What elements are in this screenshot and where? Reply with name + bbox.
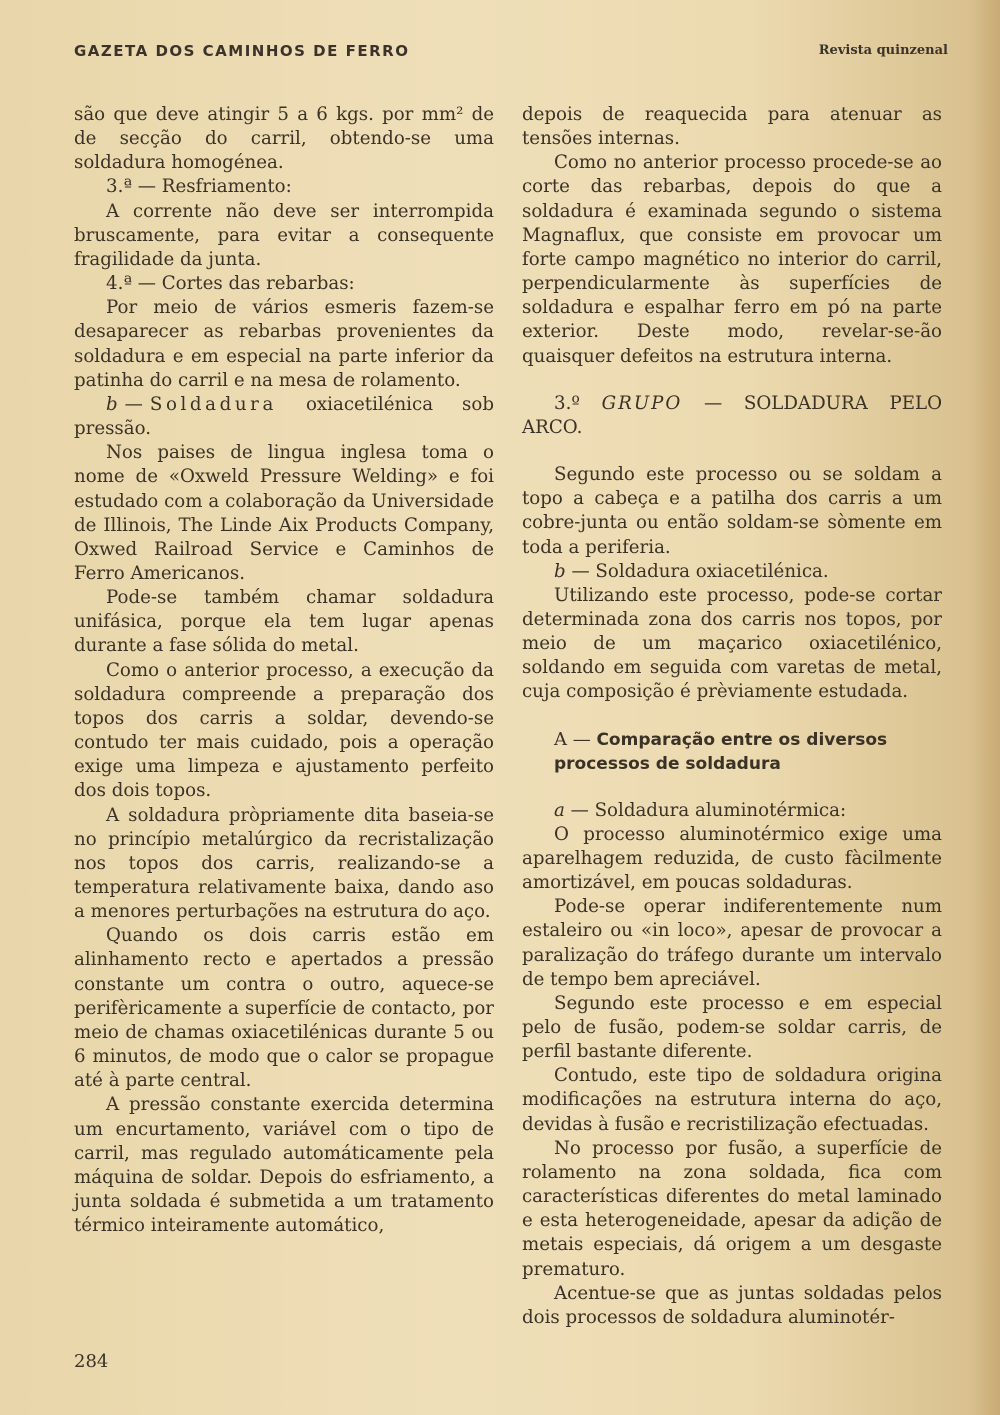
subsection-heading xyxy=(74,393,494,441)
subsection-heading xyxy=(522,560,942,584)
page-number: 284 xyxy=(74,1351,109,1372)
step-heading: 3.ª — Resfriamento: xyxy=(106,176,292,198)
paragraph: Segundo este processo ou se soldam a topo a cabeça e a patilha dos carris a um cobre-junta ou então soldam-se sòmente em toda a periferia. xyxy=(522,464,942,558)
group-heading xyxy=(522,392,942,440)
section-title-line2: processos de soldadura xyxy=(554,753,781,774)
subsection-title: — Soldadura aluminotérmica: xyxy=(564,799,847,821)
paragraph: A soldadura pròpriamente dita baseia-se no princípio metalúrgico da recristalização nos topos dos carris, realizando-se a temperatura relativamente baixa, dando aso a menores perturbações na estrutura do aço. xyxy=(74,804,494,923)
subsection-letter: a xyxy=(554,799,565,821)
paragraph: Como o anterior processo, a execução da soldadura compreende a preparação dos topos dos carris a soldar, devendo-se contudo ter mais cuidado, pois a operação exige uma limpeza e ajustamento perfeito dos dois topos. xyxy=(74,659,494,802)
spacer xyxy=(522,705,942,728)
subsection-title: — Soldadura oxiacetilénica. xyxy=(565,560,829,582)
right-column xyxy=(522,103,942,1330)
group-title: — SOLDADURA PELO ARCO. xyxy=(522,392,943,438)
paragraph: Pode-se operar indiferentemente num estaleiro ou «in loco», apesar de provocar a paralização do tráfego durante um intervalo de tempo bem apreciável. xyxy=(522,896,942,990)
spacer xyxy=(522,440,942,463)
spacer xyxy=(522,776,942,799)
step-heading: 4.ª — Cortes das rebarbas: xyxy=(106,273,355,295)
group-number: 3.º xyxy=(554,392,602,414)
paragraph: Pode-se também chamar soldadura unifásica, porque ela tem lugar apenas durante a fase sólida do metal. xyxy=(74,587,494,657)
subsection-letter: b xyxy=(554,560,566,582)
journal-subtitle: Revista quinzenal xyxy=(818,43,948,58)
paragraph: depois de reaquecida para atenuar as tensões internas. xyxy=(522,104,942,150)
subsection-title-spaced: Soldadura xyxy=(149,393,277,415)
paragraph: Nos paises de lingua inglesa toma o nome de «Oxweld Pressure Welding» e foi estudado com a colaboração da Universidade de Illinois, The Linde Aix Products Company, Oxwed Railroad Service e Caminhos de Ferro Americanos. xyxy=(74,442,494,584)
paragraph: são que deve atingir 5 a 6 kgs. por mm² de de secção do carril, obtendo-se uma soldadura homogénea. xyxy=(74,104,494,174)
group-word: GRUPO xyxy=(601,392,683,414)
paragraph: Como no anterior processo procede-se ao corte das rebarbas, depois do que a soldadura é examinada segundo o sistema Magnaflux, que consiste em provocar um forte campo magnético no interior do carril, perpendicularmente às superfícies de soldadura e espalhar ferro em pó na parte exterior. Deste modo, revelar-se-ão quaisquer defeitos na estrutura interna. xyxy=(522,152,942,367)
paragraph: No processo por fusão, a superfície de rolamento na zona soldada, fica com características diferentes do metal laminado e esta heterogeneidade, apesar da adição de metais especiais, dá origem a um desgaste prematuro. xyxy=(522,1137,942,1280)
section-title xyxy=(522,728,942,776)
running-header xyxy=(74,40,948,64)
paragraph: Utilizando este processo, pode-se cortar determinada zona dos carris nos topos, por meio de um maçarico oxiacetilénico, soldando em seguida com varetas de metal, cuja composição é prèviamente estudada. xyxy=(522,584,942,703)
paragraph: Por meio de vários esmeris fazem-se desaparecer as rebarbas provenientes da soldadura e em especial na parte inferior da patinha do carril e na mesa de rolamento. xyxy=(74,297,494,391)
paragraph: A corrente não deve ser interrompida bruscamente, para evitar a consequente fragilidade da junta. xyxy=(74,200,494,270)
left-column xyxy=(74,103,494,1238)
subsection-letter: b xyxy=(106,393,118,415)
subsection-heading xyxy=(522,799,942,823)
subsection-title: oxiacetilénica sob pressão. xyxy=(74,393,494,440)
subsection-dash: — xyxy=(117,393,150,415)
paragraph: Contudo, este tipo de soldadura origina modificações na estrutura interna do aço, devidas à fusão e recristilização efectuadas. xyxy=(522,1065,942,1135)
spacer xyxy=(522,369,942,392)
section-prefix: A — xyxy=(554,728,597,750)
paragraph: Quando os dois carris estão em alinhamento recto e apertados a pressão constante um contra o outro, aquece-se perifèricamente a superfície de contacto, por meio de chamas oxiacetilénicas durante 5 ou 6 minutos, de modo que o calor se propague até à parte central. xyxy=(74,925,494,1092)
paragraph: O processo aluminotérmico exige uma aparelhagem reduzida, de custo fàcilmente amortizável, em poucas soldaduras. xyxy=(522,823,942,894)
journal-title: GAZETA DOS CAMINHOS DE FERRO xyxy=(74,42,410,60)
section-title-line1: Comparação entre os diversos xyxy=(596,729,888,750)
paragraph: Acentue-se que as juntas soldadas pelos dois processos de soldadura aluminotér- xyxy=(522,1282,942,1328)
paragraph: Segundo este processo e em especial pelo de fusão, podem-se soldar carris, de perfil bastante diferente. xyxy=(522,992,942,1063)
paragraph: A pressão constante exercida determina um encurtamento, variável com o tipo de carril, mas regulado automáticamente pela máquina de soldar. Depois do esfriamento, a junta soldada é submetida a um tratamento térmico inteiramente automático, xyxy=(74,1094,494,1237)
